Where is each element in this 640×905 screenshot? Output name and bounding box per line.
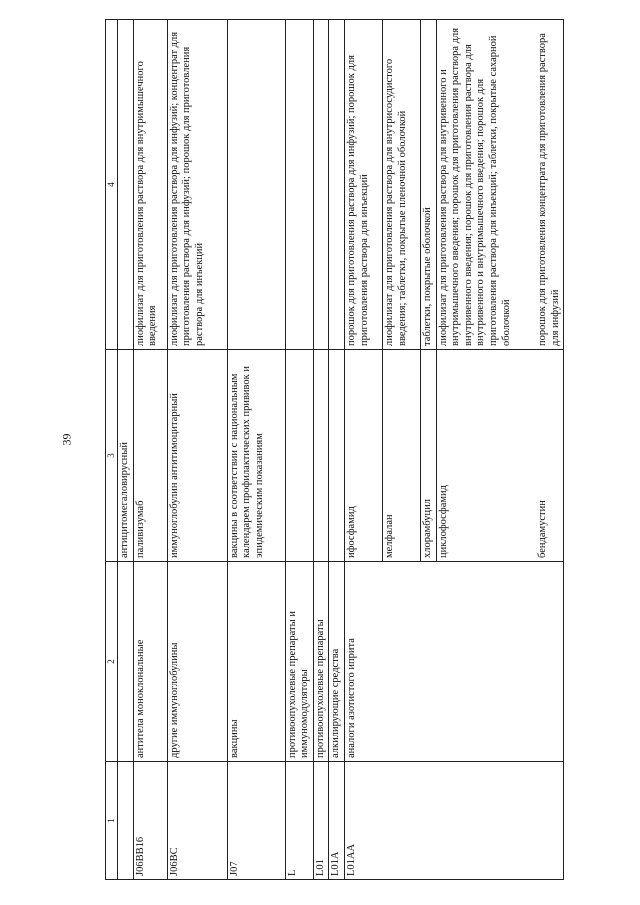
- code-cell: [118, 762, 134, 880]
- drug-cell: [329, 350, 345, 562]
- drug-cell: ифосфамид: [344, 350, 382, 562]
- group-cell: алкилирующие средства: [329, 562, 345, 762]
- drug-cell: [313, 350, 329, 562]
- table-row: [285, 20, 313, 880]
- group-cell: вакцины: [227, 562, 285, 762]
- code-cell: J06BB16: [133, 762, 167, 880]
- drug-cell: паливизумаб: [133, 350, 167, 562]
- drug-cell: хлорамбуцил: [420, 350, 436, 562]
- drug-cell: антицитомегаловирусный: [118, 350, 134, 562]
- drug-cell: бендамустин: [536, 350, 564, 562]
- group-cell: аналоги азотистого иприта: [344, 562, 563, 762]
- table-row: [313, 20, 329, 880]
- form-cell: лиофилизат для приготовления раствора для внутрисосудистого введения; таблетки, покрытые пленочной оболочкой: [382, 20, 420, 350]
- group-cell: противоопухолевые препараты: [313, 562, 329, 762]
- table-row: [329, 20, 345, 880]
- table-row: [344, 20, 382, 880]
- table-row: [133, 20, 167, 880]
- code-cell: J06BC: [167, 762, 227, 880]
- form-cell: [118, 20, 134, 350]
- group-cell: противоопухолевые препараты и иммуномодуляторы: [285, 562, 313, 762]
- code-cell: L01: [313, 762, 329, 880]
- form-cell: порошок для приготовления раствора для инфузий; порошок для приготовления раствора для инъекций: [344, 20, 382, 350]
- header-col-1: 1: [106, 762, 118, 880]
- table-row: [118, 20, 134, 880]
- table-row: [167, 20, 227, 880]
- form-cell: [285, 20, 313, 350]
- drug-cell: циклофосфамид: [436, 350, 536, 562]
- page-number: 39: [59, 433, 74, 446]
- medicines-table: [105, 19, 564, 880]
- table-header: [106, 20, 118, 880]
- form-cell: лиофилизат для приготовления раствора для внутривенного и внутримышечного введения; порошок для приготовления раствора для внутривенного введения; порошок для приготовления раствора для внутривенного и внутримышечного введения; порошок для приготовления раствора для инъекций; таблетки, покрытые сахарной оболочкой: [436, 20, 536, 350]
- rotated-page-content: [105, 20, 625, 880]
- form-cell: лиофилизат для приготовления раствора для внутримышечного введения: [133, 20, 167, 350]
- drug-cell: иммуноглобулин антитимоцитарный: [167, 350, 227, 562]
- form-cell: таблетки, покрытые оболочкой: [420, 20, 436, 350]
- form-cell: [313, 20, 329, 350]
- group-cell: другие иммуноглобулины: [167, 562, 227, 762]
- header-col-2: 2: [106, 562, 118, 762]
- table-row: [227, 20, 285, 880]
- group-cell: антитела моноклональные: [133, 562, 167, 762]
- code-cell: J07: [227, 762, 285, 880]
- group-cell: [118, 562, 134, 762]
- code-cell: L01AA: [344, 762, 563, 880]
- form-cell: порошок для приготовления концентрата для приготовления раствора для инфузий: [536, 20, 564, 350]
- drug-cell: мелфалан: [382, 350, 420, 562]
- header-col-3: 3: [106, 350, 118, 562]
- code-cell: L01A: [329, 762, 345, 880]
- drug-cell: [285, 350, 313, 562]
- form-cell: лиофилизат для приготовления раствора для инфузий; концентрат для приготовления раствора для инфузий; порошок для приготовления раствора для инъекций: [167, 20, 227, 350]
- drug-cell: вакцины в соответствии с национальным календарем профилактических прививок и эпидемическим показаниям: [227, 350, 285, 562]
- header-col-4: 4: [106, 20, 118, 350]
- code-cell: L: [285, 762, 313, 880]
- form-cell: [329, 20, 345, 350]
- form-cell: [227, 20, 285, 350]
